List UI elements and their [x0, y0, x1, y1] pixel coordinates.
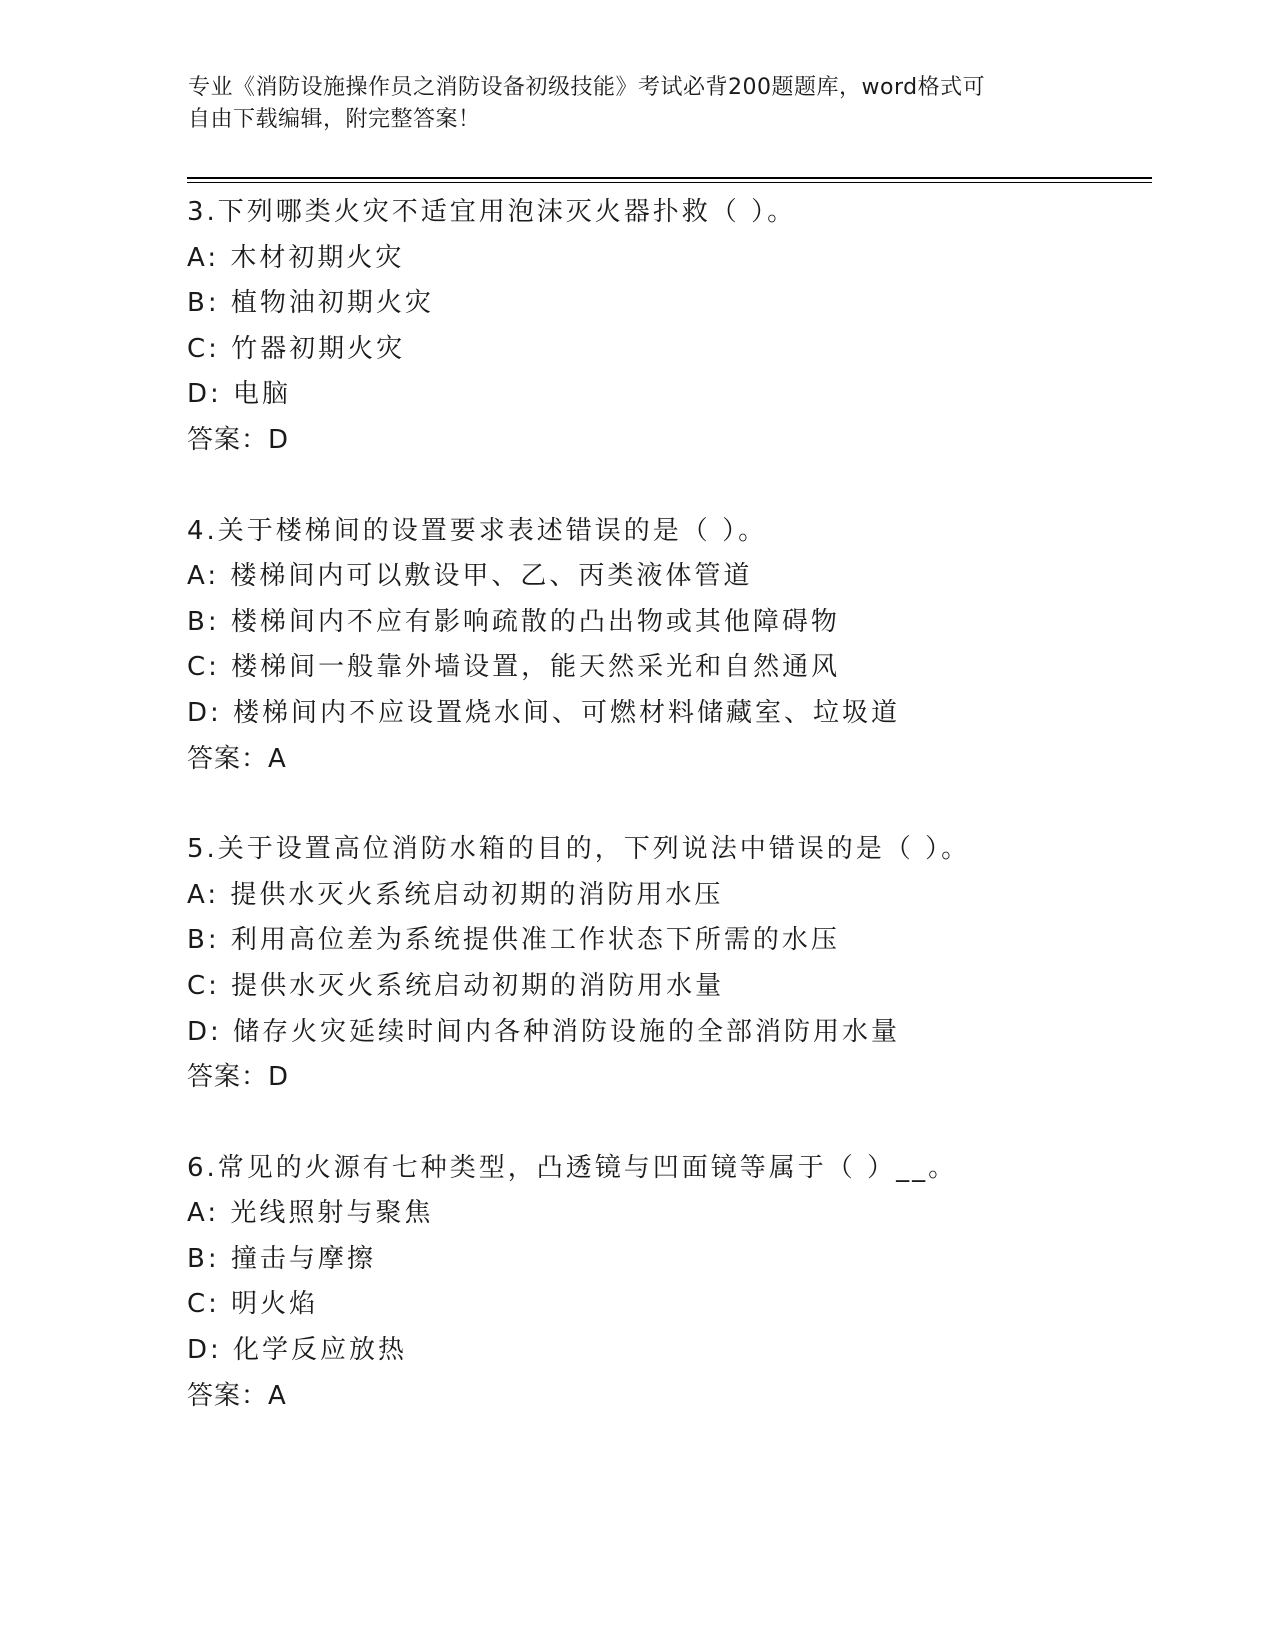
option-c: C: 楼梯间一般靠外墙设置，能天然采光和自然通风 [187, 652, 841, 683]
header-divider-thick [187, 177, 1152, 179]
question-stem: 3.下列哪类火灾不适宜用泡沫灭火器扑救（ ）。 [187, 197, 797, 227]
question-stem: 6.常见的火源有七种类型，凸透镜与凹面镜等属于（ ）__。 [187, 1152, 958, 1183]
question-list [187, 190, 1152, 1464]
option-b: B: 利用高位差为系统提供准工作状态下所需的水压 [187, 925, 840, 956]
header-line-2: 自由下载编辑，附完整答案！ [188, 107, 481, 132]
option-c: C: 提供水灭火系统启动初期的消防用水量 [187, 970, 725, 1001]
option-b: B: 植物油初期火灾 [187, 288, 434, 319]
option-a: A: 木材初期火灾 [187, 242, 405, 273]
option-c: C: 明火焰 [187, 1289, 319, 1320]
question-6 [187, 1146, 1152, 1420]
answer-line: 答案：A [187, 743, 287, 774]
header-line-1: 专业《消防设施操作员之消防设备初级技能》考试必背200题题库，word格式可 [188, 75, 986, 100]
option-b: B: 楼梯间内不应有影响疏散的凸出物或其他障碍物 [187, 606, 840, 637]
question-3 [187, 190, 1152, 464]
answer-line: 答案：D [187, 1062, 290, 1093]
option-a: A: 楼梯间内可以敷设甲、乙、丙类液体管道 [187, 561, 753, 592]
option-c: C: 竹器初期火灾 [187, 333, 406, 364]
question-stem: 5.关于设置高位消防水箱的目的，下列说法中错误的是（ ）。 [187, 834, 971, 865]
option-a: A: 提供水灭火系统启动初期的消防用水压 [187, 879, 724, 910]
header-divider-thin [187, 182, 1152, 183]
document-header [188, 72, 1088, 136]
option-d: D: 化学反应放热 [187, 1335, 408, 1366]
option-a: A: 光线照射与聚焦 [187, 1198, 434, 1229]
answer-line: 答案：D [187, 424, 290, 455]
question-4 [187, 509, 1152, 783]
question-5 [187, 827, 1152, 1101]
option-d: D: 储存火灾延续时间内各种消防设施的全部消防用水量 [187, 1016, 901, 1047]
option-d: D: 电脑 [187, 379, 292, 410]
question-stem: 4.关于楼梯间的设置要求表述错误的是（ ）。 [187, 515, 768, 546]
answer-line: 答案：A [187, 1380, 287, 1411]
option-b: B: 撞击与摩擦 [187, 1243, 376, 1274]
option-d: D: 楼梯间内不应设置烧水间、可燃材料储藏室、垃圾道 [187, 697, 901, 728]
